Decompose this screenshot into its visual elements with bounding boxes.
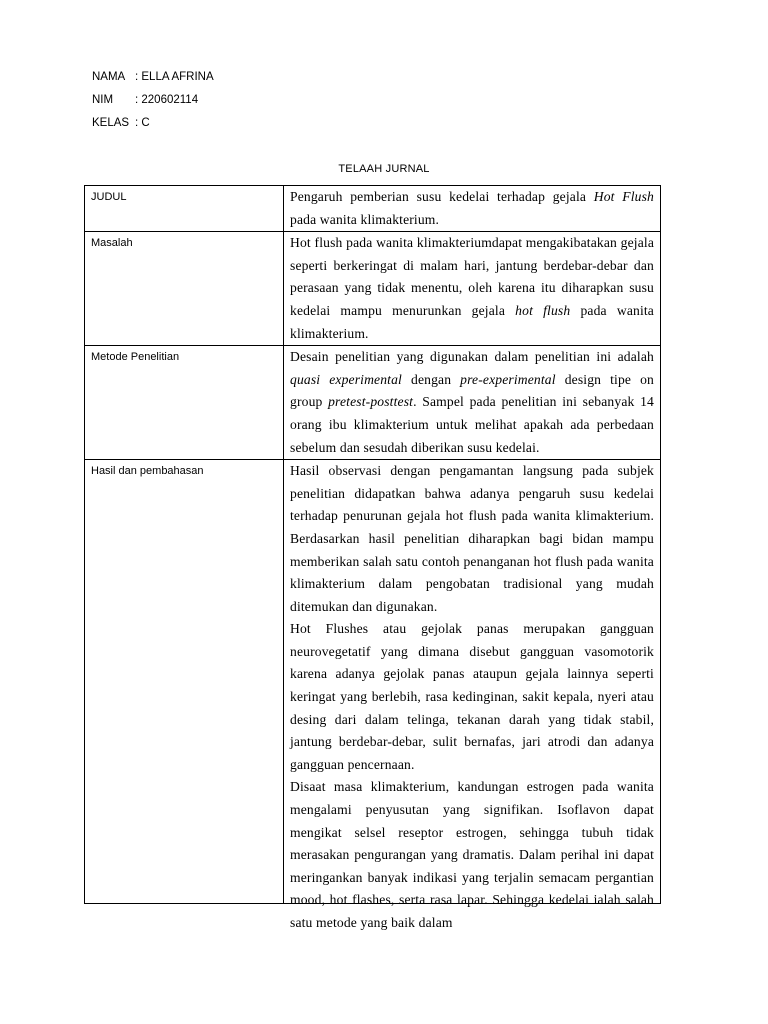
- metode-text-4: . Sampel pada penelitian ini sebanyak 14 orang ibu klimakterium untuk melihat apakah ada perbedaan sebelum dan sesudah diberikan susu kedelai.: [290, 394, 654, 455]
- document-title: TELAAH JURNAL: [338, 163, 430, 175]
- metode-text-italic-1: quasi experimental: [290, 371, 402, 387]
- masalah-content: [284, 232, 661, 346]
- table-row: [85, 186, 661, 232]
- student-info: [92, 66, 214, 135]
- masalah-text-italic: hot flush: [515, 302, 571, 318]
- metode-content: [284, 346, 661, 460]
- table-row: [85, 232, 661, 346]
- judul-label: JUDUL: [85, 186, 284, 232]
- judul-text-italic: Hot Flush: [593, 189, 655, 204]
- metode-text-3: design tipe on group: [290, 371, 654, 410]
- kelas-value: : C: [135, 117, 150, 129]
- hasil-paragraph-1: Hasil observasi dengan pengamantan langsung pada subjek penelitian didapatkan bahwa adanya pengaruh susu kedelai terhadap penurunan gejala hot flush pada wanita klimakterium. Berdasarkan hasil penelitian diharapkan bagi bidan mampu memberikan salah satu contoh penanganan hot flush pada wanita klimakterium dalam pengobatan tradisional yang mudah ditemukan dan digunakan.: [290, 463, 654, 614]
- metode-text-italic-3: pretest-posttest: [328, 394, 414, 410]
- nim-row: [92, 89, 214, 112]
- nim-label: NIM: [92, 94, 114, 106]
- hasil-paragraph-2: Hot Flushes atau gejolak panas merupakan gangguan neurovegetatif yang dimana disebut gangguan vasomotorik karena adanya gejolak panas ataupun gejala lainnya seperti keringat yang berlebih, rasa kedinginan, sakit kepala, nyeri atau desing dari dalam telinga, tekanan darah yang tidak stabil, jantung berdebar-debar, sulit bernafas, jari atrodi dan adanya gangguan pencernaan.: [290, 621, 654, 772]
- hasil-label: Hasil dan pembahasan: [85, 460, 284, 904]
- nim-value: : 220602114: [135, 94, 199, 106]
- metode-label: Metode Penelitian: [85, 346, 284, 460]
- kelas-row: [92, 112, 214, 135]
- nama-label: NAMA: [92, 71, 126, 83]
- judul-content: [284, 186, 661, 232]
- review-table: [84, 185, 661, 930]
- judul-text-end: pada wanita klimakterium.: [290, 211, 440, 227]
- judul-text: Pengaruh pemberian susu kedelai terhadap gejala: [290, 189, 594, 204]
- masalah-text: Hot flush pada wanita klimakteriumdapat mengakibatakan gejala seperti berkeringat di malam hari, jantung berdebar-debar dan perasaan yang tidak menentu, oleh karena itu diharapkan susu kedelai mampu menurunkan gejala: [290, 235, 654, 318]
- hasil-content: [284, 460, 661, 930]
- masalah-text-end: pada wanita klimakterium.: [290, 302, 654, 341]
- nama-value: : ELLA AFRINA: [135, 71, 214, 83]
- hasil-clip: [290, 460, 654, 930]
- metode-text-italic-2: pre-experimental: [460, 371, 556, 387]
- kelas-label: KELAS: [92, 117, 130, 129]
- nama-row: [92, 66, 214, 89]
- masalah-label: Masalah: [85, 232, 284, 346]
- metode-text-2: dengan: [401, 371, 461, 387]
- hasil-paragraph-3: Disaat masa klimakterium, kandungan estrogen pada wanita mengalami penyusutan yang signifikan. Isoflavon dapat mengikat selsel reseptor estrogen, sehingga tubuh tidak merasakan pengurangan yang dramatis. Dalam perihal ini dapat meringankan banyak indikasi yang terjalin semacam pergantian mood, hot flashes, serta rasa lapar. Sehingga kedelai ialah salah satu metode yang baik dalam: [290, 779, 654, 930]
- table-row: [85, 460, 661, 904]
- table-row: [85, 346, 661, 460]
- metode-text-1: Desain penelitian yang digunakan dalam penelitian ini adalah: [290, 349, 654, 365]
